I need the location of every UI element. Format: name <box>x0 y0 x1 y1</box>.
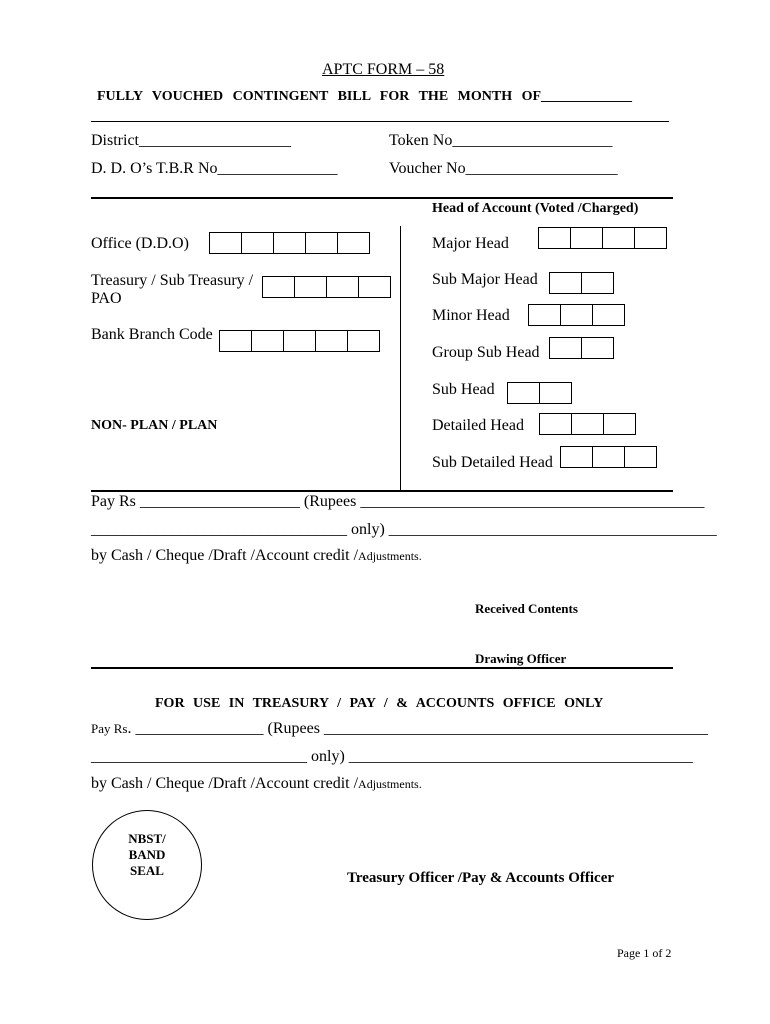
treasury-pay-label: Pay Rs <box>91 721 128 736</box>
treasury-label: Treasury / Sub Treasury / <box>91 272 254 289</box>
non-plan-plan[interactable]: NON- PLAN / PLAN <box>91 418 218 433</box>
ddo-tbr-field[interactable]: D. D. O’s T.B.R No_______________ <box>91 160 338 177</box>
treasury-pay-line[interactable] <box>91 720 708 738</box>
sub-major-head-boxes[interactable] <box>549 272 614 294</box>
pay-only-line[interactable]: ________________________________ only) _________________________________________ <box>91 521 717 538</box>
vertical-divider <box>400 226 401 490</box>
treasury-use-heading: FOR USE IN TREASURY / PAY / & ACCOUNTS OFFICE ONLY <box>155 696 604 711</box>
subtitle-text: FULLY VOUCHED CONTINGENT BILL FOR THE MONTH OF <box>97 89 542 104</box>
received-contents: Received Contents <box>475 601 578 616</box>
treasury-boxes[interactable] <box>262 276 391 298</box>
bank-branch-boxes[interactable] <box>219 330 380 352</box>
seal-line-1: NBST/ <box>128 831 166 846</box>
token-no-field[interactable]: Token No____________________ <box>389 132 613 149</box>
form-title: APTC FORM – 58 <box>322 61 445 78</box>
minor-head-label: Minor Head <box>432 307 510 324</box>
detailed-head-label: Detailed Head <box>432 417 524 434</box>
head-of-account-title: Head of Account (Voted /Charged) <box>432 201 639 216</box>
bank-branch-label: Bank Branch Code <box>91 326 213 343</box>
section-divider-2 <box>91 490 673 492</box>
seal-line-3: SEAL <box>130 863 164 878</box>
drawing-officer: Drawing Officer <box>475 651 567 666</box>
office-ddo-label: Office (D.D.O) <box>91 235 189 252</box>
treasury-rupees[interactable]: (Rupees ________________________________________________ <box>263 720 708 737</box>
sub-detailed-head-label: Sub Detailed Head <box>432 454 553 471</box>
treasury-payment-mode-line <box>91 775 422 793</box>
district-field[interactable]: District___________________ <box>91 132 291 149</box>
section-divider <box>91 197 673 199</box>
treasury-adjustments-text: Adjustments. <box>358 777 422 791</box>
sub-head-boxes[interactable] <box>507 382 572 404</box>
treasury-only-line[interactable]: ___________________________ only) ___________________________________________ <box>91 748 693 765</box>
sub-major-head-label: Sub Major Head <box>432 271 538 288</box>
major-head-boxes[interactable] <box>538 227 667 249</box>
group-sub-head-label: Group Sub Head <box>432 344 540 361</box>
adjustments-text: Adjustments. <box>358 549 422 563</box>
detailed-head-boxes[interactable] <box>539 413 636 435</box>
sub-detailed-head-boxes[interactable] <box>560 446 657 468</box>
sub-head-label: Sub Head <box>432 381 495 398</box>
minor-head-boxes[interactable] <box>528 304 625 326</box>
page-number: Page 1 of 2 <box>617 946 672 960</box>
month-blank[interactable]: _____________ <box>541 89 633 104</box>
payment-mode-text: by Cash / Cheque /Draft /Account credit / <box>91 547 359 564</box>
nbst-band-seal <box>92 810 202 920</box>
group-sub-head-boxes[interactable] <box>549 337 614 359</box>
treasury-payment-mode-text: by Cash / Cheque /Draft /Account credit / <box>91 775 359 792</box>
treasury-officer-signature: Treasury Officer /Pay & Accounts Officer <box>347 870 615 886</box>
section-divider-3 <box>91 667 673 669</box>
seal-text <box>93 831 201 879</box>
major-head-label: Major Head <box>432 235 509 252</box>
top-rule <box>91 121 669 122</box>
voucher-no-field[interactable]: Voucher No___________________ <box>389 160 618 177</box>
form-subtitle <box>97 89 632 105</box>
payment-mode-line <box>91 547 422 565</box>
pay-rs-line[interactable]: Pay Rs ____________________ (Rupees ___________________________________________ <box>91 493 705 510</box>
treasury-pay-blank[interactable]: . ________________ <box>127 720 264 737</box>
seal-line-2: BAND <box>128 847 166 862</box>
treasury-label-pao: PAO <box>91 290 122 307</box>
office-ddo-boxes[interactable] <box>209 232 370 254</box>
